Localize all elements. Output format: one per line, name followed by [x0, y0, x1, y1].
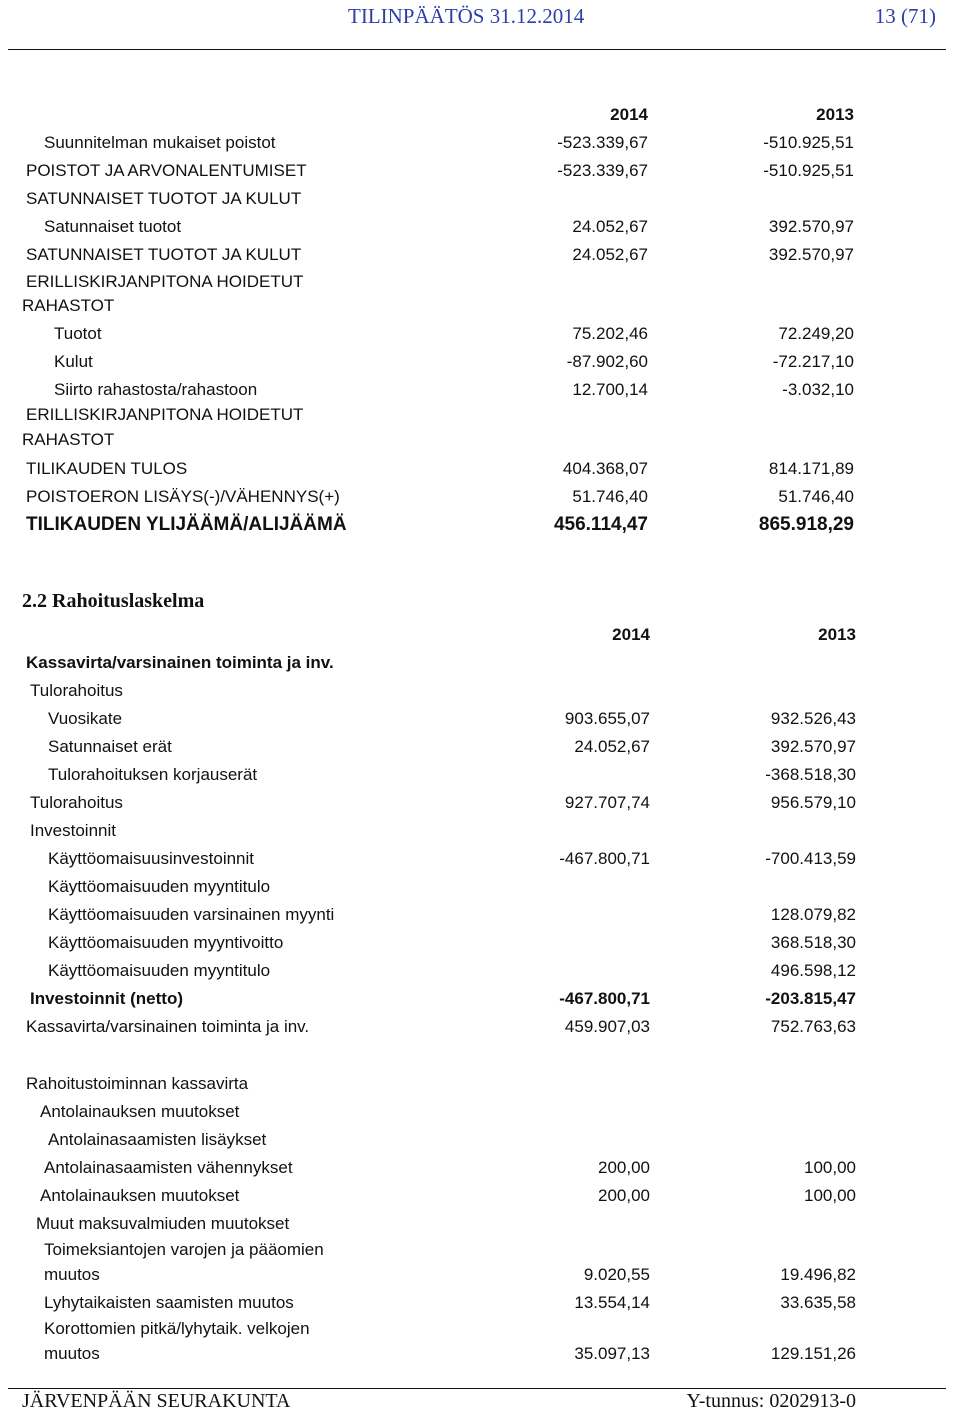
table-row [0, 986, 960, 1012]
table-row [0, 958, 960, 984]
row-label: Tulorahoitus [30, 793, 123, 812]
table-row [0, 1071, 960, 1097]
value-2014: 456.114,47 [553, 514, 648, 535]
value-2013: 128.079,82 [770, 905, 856, 924]
value-2014: 12.700,14 [572, 380, 648, 399]
table1-year-2014: 2014 [610, 105, 648, 124]
page-number: 13 (71) [874, 4, 936, 28]
table-row [0, 1237, 960, 1263]
table-row [0, 484, 960, 510]
row-label: Investoinnit (netto) [30, 989, 183, 1008]
table-row [0, 734, 960, 760]
value-2013: -510.925,51 [763, 161, 854, 180]
value-2013: 956.579,10 [770, 793, 856, 812]
row-label: muutos [44, 1265, 100, 1284]
table-row [0, 402, 960, 428]
table2-year-header [0, 622, 960, 648]
table-row [0, 456, 960, 482]
row-label: Suunnitelman mukaiset poistot [44, 133, 276, 152]
value-2013: -72.217,10 [772, 352, 854, 371]
value-2014: 24.052,67 [574, 737, 650, 756]
footer-organization: JÄRVENPÄÄN SEURAKUNTA [22, 1390, 291, 1412]
table-row [0, 1341, 960, 1367]
table-row [0, 902, 960, 928]
header-divider [8, 49, 946, 50]
row-label: Tulorahoitus [30, 681, 123, 700]
table-row [0, 874, 960, 900]
table2-year-2014: 2014 [612, 625, 650, 644]
row-label: Antolainauksen muutokset [40, 1186, 240, 1205]
value-2013: 129.151,26 [770, 1344, 856, 1363]
value-2014: 9.020,55 [583, 1265, 650, 1284]
value-2013: 392.570,97 [768, 217, 854, 236]
row-label: Antolainasaamisten lisäykset [48, 1130, 267, 1149]
table-row [0, 242, 960, 268]
table-row-total [0, 512, 960, 538]
row-label: Antolainasaamisten vähennykset [44, 1158, 293, 1177]
value-2014: -523.339,67 [557, 133, 648, 152]
table2-year-2013: 2013 [818, 625, 856, 644]
value-2013: 100,00 [804, 1186, 856, 1205]
table-row [0, 1262, 960, 1288]
value-2014: 200,00 [598, 1158, 650, 1177]
table-row [0, 1014, 960, 1040]
row-label: Käyttöomaisuuden varsinainen myynti [48, 905, 335, 924]
row-label: Satunnaiset erät [48, 737, 172, 756]
value-2013: 392.570,97 [768, 245, 854, 264]
value-2014: 51.746,40 [572, 487, 648, 506]
table-row [0, 349, 960, 375]
value-2013: -368.518,30 [765, 765, 856, 784]
row-label: Käyttöomaisuuden myyntitulo [48, 877, 271, 896]
value-2014: 459.907,03 [564, 1017, 650, 1036]
value-2014: 927.707,74 [564, 793, 650, 812]
row-label: POISTOERON LISÄYS(-)/VÄHENNYS(+) [26, 487, 340, 506]
table-row [0, 269, 960, 295]
row-label: RAHASTOT [22, 430, 115, 449]
row-label: TILIKAUDEN TULOS [26, 459, 188, 478]
row-label: Kassavirta/varsinainen toiminta ja inv. [26, 1017, 310, 1036]
table1-year-2013: 2013 [816, 105, 854, 124]
value-2014: 75.202,46 [572, 324, 648, 343]
table-row [0, 158, 960, 184]
table1-year-header [0, 102, 960, 128]
table-row [0, 130, 960, 156]
table-row [0, 293, 960, 319]
value-2013: 496.598,12 [770, 961, 856, 980]
footer-divider [8, 1388, 946, 1389]
value-2013: 368.518,30 [770, 933, 856, 952]
row-label: ERILLISKIRJANPITONA HOIDETUT [26, 405, 304, 424]
value-2014: 13.554,14 [574, 1293, 650, 1312]
row-label: TILIKAUDEN YLIJÄÄMÄ/ALIJÄÄMÄ [26, 514, 347, 535]
table-row [0, 1183, 960, 1209]
table-row [0, 762, 960, 788]
row-label: Tulorahoituksen korjauserät [48, 765, 258, 784]
row-label: Antolainauksen muutokset [40, 1102, 240, 1121]
value-2014: 903.655,07 [564, 709, 650, 728]
table-row [0, 1099, 960, 1125]
row-label: POISTOT JA ARVONALENTUMISET [26, 161, 307, 180]
value-2013: 392.570,97 [770, 737, 856, 756]
value-2013: -203.815,47 [765, 989, 856, 1008]
table-row [0, 1316, 960, 1342]
row-label: Kassavirta/varsinainen toiminta ja inv. [26, 653, 334, 672]
table-row [0, 818, 960, 844]
value-2014: 200,00 [598, 1186, 650, 1205]
value-2013: 51.746,40 [778, 487, 854, 506]
value-2013: -3.032,10 [782, 380, 854, 399]
row-label: RAHASTOT [22, 296, 115, 315]
row-label: Korottomien pitkä/lyhytaik. velkojen [44, 1319, 310, 1338]
table-row [0, 377, 960, 403]
value-2013: 932.526,43 [770, 709, 856, 728]
table-row [0, 846, 960, 872]
value-2014: -87.902,60 [566, 352, 648, 371]
row-label: SATUNNAISET TUOTOT JA KULUT [26, 189, 302, 208]
table-row [0, 678, 960, 704]
row-label: Toimeksiantojen varojen ja pääomien [44, 1240, 324, 1259]
value-2014: -467.800,71 [559, 849, 650, 868]
row-label: Tuotot [54, 324, 102, 343]
row-label: Kulut [54, 352, 93, 371]
document-title: TILINPÄÄTÖS 31.12.2014 [348, 4, 585, 28]
value-2013: 865.918,29 [758, 514, 854, 535]
value-2013: 752.763,63 [770, 1017, 856, 1036]
row-label: Rahoitustoiminnan kassavirta [26, 1074, 249, 1093]
value-2014: -467.800,71 [559, 989, 650, 1008]
value-2013: 72.249,20 [778, 324, 854, 343]
table-row [0, 1290, 960, 1316]
value-2013: 33.635,58 [780, 1293, 856, 1312]
value-2014: 35.097,13 [574, 1344, 650, 1363]
row-label: Käyttöomaisuusinvestoinnit [48, 849, 255, 868]
value-2013: 814.171,89 [768, 459, 854, 478]
row-label: Satunnaiset tuotot [44, 217, 182, 236]
table-row [0, 706, 960, 732]
value-2014: 24.052,67 [572, 245, 648, 264]
table-row [0, 214, 960, 240]
table-row [0, 790, 960, 816]
row-label: Investoinnit [30, 821, 116, 840]
page-header [0, 0, 960, 50]
value-2014: 404.368,07 [562, 459, 648, 478]
row-label: Lyhytaikaisten saamisten muutos [44, 1293, 294, 1312]
table-row [0, 1155, 960, 1181]
value-2013: 100,00 [804, 1158, 856, 1177]
table-row [0, 321, 960, 347]
table-row [0, 930, 960, 956]
value-2013: 19.496,82 [780, 1265, 856, 1284]
row-label: Muut maksuvalmiuden muutokset [36, 1214, 290, 1233]
table-row [0, 650, 960, 676]
value-2013: -510.925,51 [763, 133, 854, 152]
table-row [0, 1127, 960, 1153]
value-2014: -523.339,67 [557, 161, 648, 180]
row-label: Käyttöomaisuuden myyntitulo [48, 961, 271, 980]
value-2014: 24.052,67 [572, 217, 648, 236]
table-row [0, 427, 960, 453]
row-label: SATUNNAISET TUOTOT JA KULUT [26, 245, 302, 264]
row-label: ERILLISKIRJANPITONA HOIDETUT [26, 272, 304, 291]
row-label: Siirto rahastosta/rahastoon [54, 380, 258, 399]
row-label: Käyttöomaisuuden myyntivoitto [48, 933, 284, 952]
section-heading: 2.2 Rahoituslaskelma [22, 590, 205, 612]
footer-business-id: Y-tunnus: 0202913-0 [686, 1390, 856, 1412]
row-label: Vuosikate [48, 709, 123, 728]
table-row [0, 186, 960, 212]
row-label: muutos [44, 1344, 100, 1363]
value-2013: -700.413,59 [765, 849, 856, 868]
table-row [0, 1211, 960, 1237]
